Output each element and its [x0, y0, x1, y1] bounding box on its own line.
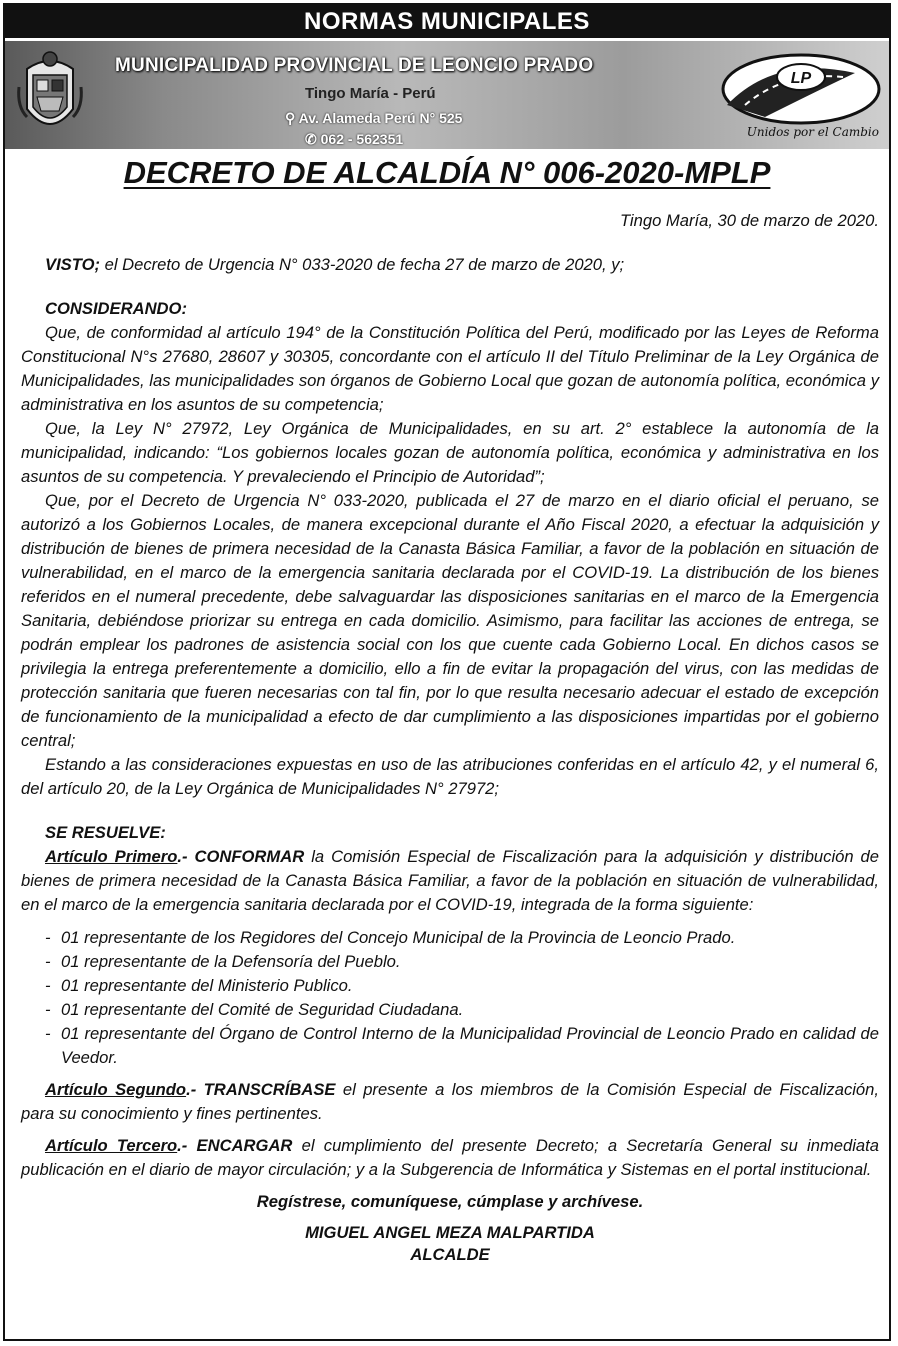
member-text: 01 representante del Órgano de Control Interno de la Municipalidad Provincial de Leoncio Prado en calidad de Veedor. — [61, 1024, 879, 1067]
resuelve-heading — [21, 821, 879, 845]
considerando-heading-text: CONSIDERANDO: — [45, 299, 187, 318]
decree-title-text: DECRETO DE ALCALDÍA N° 006-2020-MPLP — [123, 155, 771, 190]
city-name: Tingo María - Perú — [305, 85, 436, 102]
coat-of-arms-icon — [15, 47, 85, 143]
article-first-separator: .- — [177, 847, 195, 866]
article-third-label: Artículo Tercero — [45, 1136, 178, 1155]
article-third-separator: .- — [177, 1136, 197, 1155]
list-item — [21, 974, 879, 998]
municipal-banner — [5, 41, 889, 149]
list-item — [21, 950, 879, 974]
document-frame — [3, 3, 891, 1341]
considerando-paragraph: Que, por el Decreto de Urgencia N° 033-2020, publicada el 27 de marzo en el diario oficial el peruano, se autorizó a los Gobiernos Locales, de manera excepcional durante el Año Fiscal 2020, a efectuar la adquisición y distribución de bienes de primera necesidad de la Canasta Básica Familiar, a favor de la población en situación de vulnerabilidad, en el marco de la emergencia sanitaria declarada por el COVID-19. La distribución de los bienes referidos en el numeral precedente, debe salvaguardar las disposiciones sanitarias en el marco de la Emergencia Sanitaria, debiéndose priorizar su entrega en cada domicilio. Asimismo, para facilitar las acciones de entrega, se podrán emplear los padrones de asistencia social con los que cuente cada Gobierno Local. En dichos casos se privilegia la entrega preferentemente a domicilio, ello a fin de evitar la propagación del virus, con las medidas de protección sanitaria que fueren necesarias con tal fin, por lo que resulta necesario adecuar el estado de excepción de funcionamiento de la municipalidad a efecto de dar cumplimiento a las disposiciones impartidas por el gobierno central; — [21, 491, 879, 750]
slogan: Unidos por el Cambio — [746, 125, 879, 139]
closing-formula: Regístrese, comuníquese, cúmplase y archívese. — [256, 1192, 644, 1211]
decree-date: Tingo María, 30 de marzo de 2020. — [619, 211, 879, 230]
commission-members-list — [21, 926, 879, 1070]
member-text: 01 representante del Comité de Seguridad Ciudadana. — [61, 1000, 464, 1019]
signatory-name: MIGUEL ANGEL MEZA MALPARTIDA — [305, 1223, 595, 1242]
article-first-label: Artículo Primero — [45, 847, 178, 866]
signatory-position: ALCALDE — [410, 1245, 490, 1264]
article-first-text: la Comisión Especial de Fiscalización para la adquisición y distribución de bienes de primera necesidad de la Canasta Básica Familiar, a favor de la población en situación de vulnerabilidad, en el marco de la emergencia sanitaria declarada por el COVID-19, integrada de la forma siguiente: — [21, 847, 880, 914]
considerando-paragraph: Que, de conformidad al artículo 194° de la Constitución Política del Perú, modificado por las Leyes de Reforma Constitucional N°s 27680, 28607 y 30305, concordante con el artículo II del Título Preliminar de la Ley Orgánica de Municipalidades, las municipalidades son órganos de Gobierno Local que gozan de autonomía política, económica y administrativa en los asuntos de su competencia; — [21, 323, 879, 414]
article-second-text: el presente a los miembros de la Comisión Especial de Fiscalización, para su conocimiento y fines pertinentes. — [21, 1080, 880, 1123]
article-second — [21, 1078, 879, 1126]
address-text: Av. Alameda Perú N° 525 — [298, 110, 463, 126]
article-third-text: el cumplimiento del presente Decreto; a Secretaría General su inmediata publicación en el diario de mayor circulación; y a la Subgerencia de Informática y Sistemas en el portal institucional. — [21, 1136, 879, 1179]
visto-text: el Decreto de Urgencia N° 033-2020 de fecha 27 de marzo de 2020, y; — [100, 255, 625, 274]
phone-icon: ✆ — [305, 131, 317, 147]
article-first-verb: CONFORMAR — [194, 847, 305, 866]
list-dash: - — [45, 952, 51, 971]
list-dash: - — [45, 1024, 51, 1043]
decree-body — [21, 205, 879, 1266]
address-line — [285, 110, 462, 127]
phone-number: 062 - 562351 — [320, 131, 404, 147]
phone-line — [305, 131, 403, 148]
list-dash: - — [45, 928, 51, 947]
visto-paragraph — [21, 253, 879, 277]
location-pin-icon: ⚲ — [285, 110, 296, 126]
section-header: NORMAS MUNICIPALES — [5, 5, 889, 38]
member-text: 01 representante de la Defensoría del Pueblo. — [61, 952, 401, 971]
considerando-heading — [21, 297, 879, 321]
member-text: 01 representante de los Regidores del Concejo Municipal de la Provincia de Leoncio Prado. — [61, 928, 736, 947]
article-second-verb: TRANSCRÍBASE — [203, 1080, 336, 1099]
decree-title — [5, 155, 889, 191]
list-item — [21, 926, 879, 950]
article-second-label: Artículo Segundo — [45, 1080, 187, 1099]
visto-label: VISTO; — [45, 255, 101, 274]
list-dash: - — [45, 976, 51, 995]
municipality-name: MUNICIPALIDAD PROVINCIAL DE LEONCIO PRADO — [115, 55, 594, 76]
article-second-separator: .- — [186, 1080, 204, 1099]
article-third — [21, 1134, 879, 1182]
resuelve-heading-text: SE RESUELVE: — [45, 823, 166, 842]
logo-text: LP — [790, 70, 812, 87]
list-dash: - — [45, 1000, 51, 1019]
considerando-paragraph: Que, la Ley N° 27972, Ley Orgánica de Municipalidades, en su art. 2° establece la autonomía de la municipalidad, indicando: “Los gobiernos locales gozan de autonomía política, económica y administrativa en los asuntos de su competencia. Y prevaleciendo el Principio de Autoridad”; — [21, 419, 879, 486]
article-third-verb: ENCARGAR — [196, 1136, 293, 1155]
member-text: 01 representante del Ministerio Publico. — [61, 976, 353, 995]
list-item — [21, 1022, 879, 1070]
list-item — [21, 998, 879, 1022]
article-first — [21, 845, 879, 917]
considerando-paragraph: Estando a las consideraciones expuestas en uso de las atribuciones conferidas en el artículo 42, y el numeral 6, del artículo 20, de la Ley Orgánica de Municipalidades N° 27972; — [21, 755, 879, 798]
